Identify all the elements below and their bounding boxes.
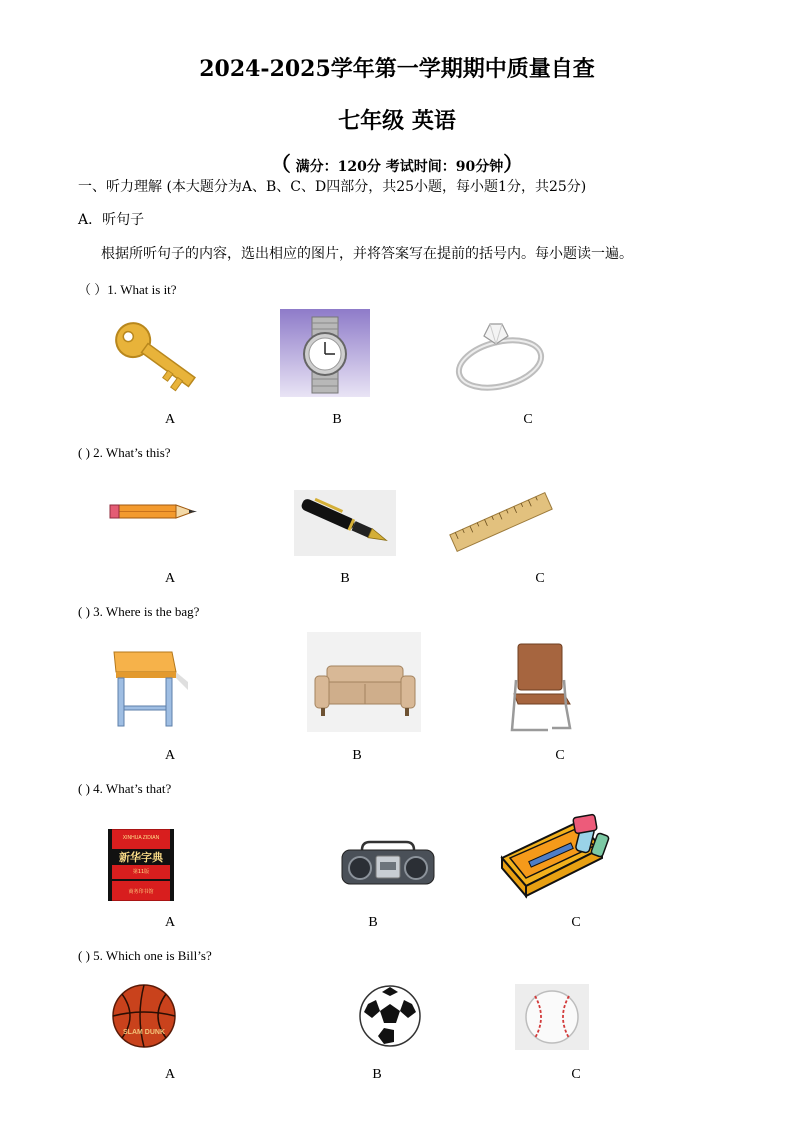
question-4: ( ) 4. What’s that? xyxy=(78,781,172,796)
option-label: C xyxy=(535,571,545,586)
exam-subtitle: 七年级 英语 xyxy=(338,108,456,134)
option-label: B xyxy=(352,748,362,763)
option-label: A xyxy=(164,748,176,763)
option-label: A xyxy=(164,571,176,586)
football-icon xyxy=(358,984,422,1048)
section-heading: 一、听力理解 (本大题分为A、B、C、D四部分，共25小题，每小题1分，共25分) xyxy=(78,179,587,195)
exam-score-time: 满分：120分 考试时间：90分钟 xyxy=(290,159,504,175)
exam-title: 2024-2025学年第一学期期中质量自查 xyxy=(199,56,595,82)
dictionary-top-text: XINHUA ZIDIAN xyxy=(122,835,160,841)
ruler-icon xyxy=(447,487,555,557)
question-1: （ ）1. What is it? xyxy=(78,282,177,297)
chair-icon xyxy=(504,640,580,736)
basketball-text: SLAM DUNK xyxy=(123,1029,165,1036)
dictionary-publisher-text: 商务印书馆 xyxy=(128,889,154,895)
info-open-paren: （ xyxy=(270,152,291,176)
option-label: C xyxy=(571,1067,581,1082)
option-label: B xyxy=(372,1067,382,1082)
option-label: A xyxy=(164,915,176,930)
question-5: ( ) 5. Which one is Bill’s? xyxy=(78,948,212,963)
exam-info xyxy=(0,148,794,177)
part-a-heading: A．听句子 xyxy=(78,212,145,228)
option-label: A xyxy=(164,1067,176,1082)
info-close-paren: ） xyxy=(503,152,524,176)
option-label: B xyxy=(332,412,342,427)
pencil-case-icon xyxy=(498,808,616,902)
option-label: C xyxy=(571,915,581,930)
pencil-icon xyxy=(108,497,200,527)
question-2: ( ) 2. What’s this? xyxy=(78,445,171,460)
option-label: C xyxy=(523,412,533,427)
dictionary-title-text: 新华字典 xyxy=(119,851,163,864)
watch-icon xyxy=(280,309,370,397)
option-label: B xyxy=(368,915,378,930)
basketball-icon xyxy=(108,982,180,1050)
dictionary-icon xyxy=(108,829,174,901)
fountain-pen-icon xyxy=(294,490,396,556)
option-label: B xyxy=(340,571,350,586)
option-label: A xyxy=(164,412,176,427)
desk-icon xyxy=(108,648,192,732)
sofa-icon xyxy=(307,632,421,732)
ring-icon xyxy=(452,314,548,398)
dictionary-edition-text: 第11版 xyxy=(132,869,150,875)
option-label: C xyxy=(555,748,565,763)
instruction-text: 根据所听句子的内容，选出相应的图片，并将答案写在提前的括号内。每小题读一遍。 xyxy=(101,246,633,262)
baseball-icon xyxy=(515,984,589,1050)
question-3: ( ) 3. Where is the bag? xyxy=(78,604,200,619)
key-icon xyxy=(104,313,206,399)
radio-icon xyxy=(340,838,436,888)
